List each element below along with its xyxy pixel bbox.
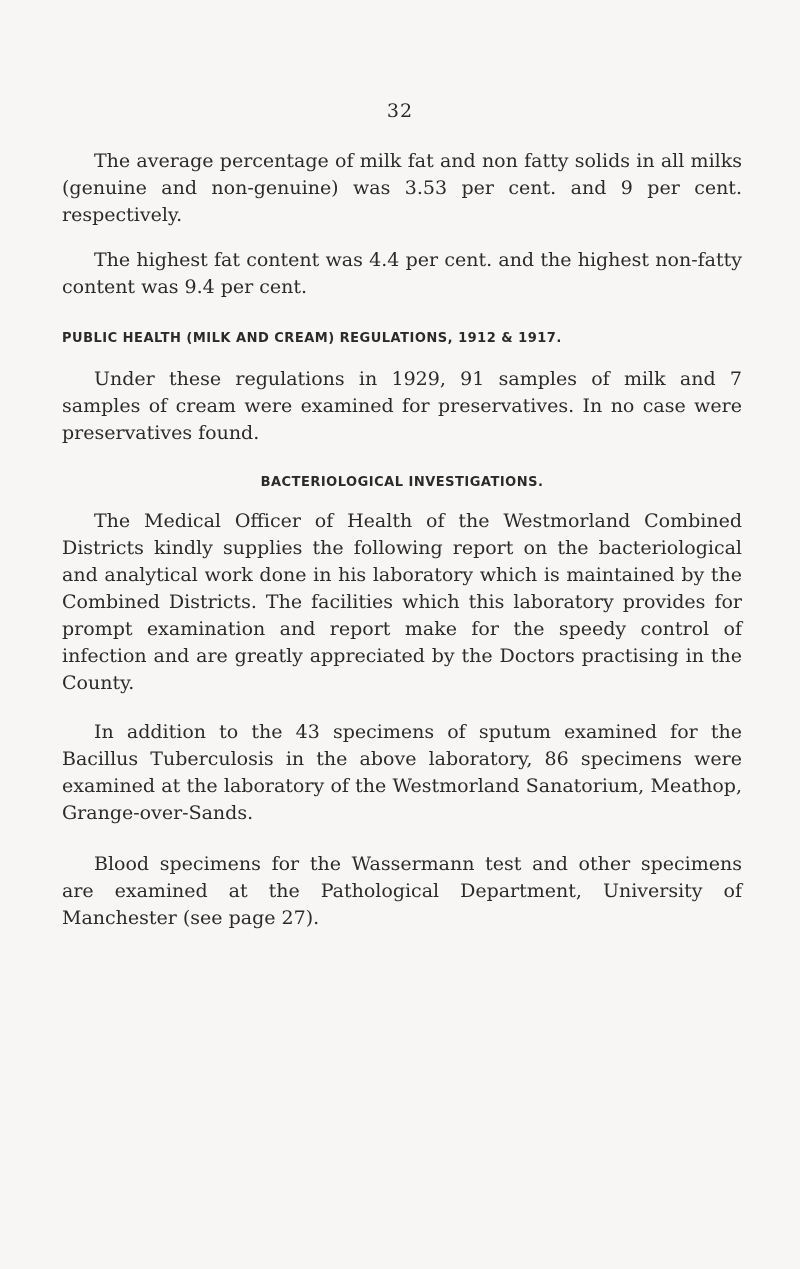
- section-heading-regulations: PUBLIC HEALTH (MILK AND CREAM) REGULATIONS, 1912 & 1917.: [62, 331, 562, 346]
- paragraph-blood-specimens: Blood specimens for the Wassermann test and other specimens are examined at the Pathological Department, University of Manchester (see page 27).: [62, 853, 742, 929]
- page-number: 32: [386, 100, 414, 122]
- paragraph-highest-fat: The highest fat content was 4.4 per cent. and the highest non-fatty content was 9.4 per cent.: [62, 249, 742, 298]
- page-content: [62, 148, 742, 932]
- section-heading-bacteriological: BACTERIOLOGICAL INVESTIGATIONS.: [260, 475, 544, 490]
- paragraph-average-fat: The average percentage of milk fat and non fatty solids in all milks (genuine and non-genuine) was 3.53 per cent. and 9 per cent. respectively.: [62, 150, 742, 226]
- paragraph-sputum-specimens: In addition to the 43 specimens of sputum examined for the Bacillus Tuberculosis in the above laboratory, 86 specimens were examined at the laboratory of the Westmorland Sanatorium, Meathop, Grange-over-Sands.: [62, 721, 742, 824]
- paragraph-regulations: Under these regulations in 1929, 91 samples of milk and 7 samples of cream were examined for preservatives. In no case were preservatives found.: [62, 368, 742, 444]
- paragraph-medical-officer: The Medical Officer of Health of the Westmorland Combined Districts kindly supplies the following report on the bacteriological and analytical work done in his laboratory which is maintained by the Combined Districts. The facilities which this laboratory provides for prompt examination and report make for the speedy control of infection and are greatly appreciated by the Doctors practising in the County.: [62, 510, 742, 694]
